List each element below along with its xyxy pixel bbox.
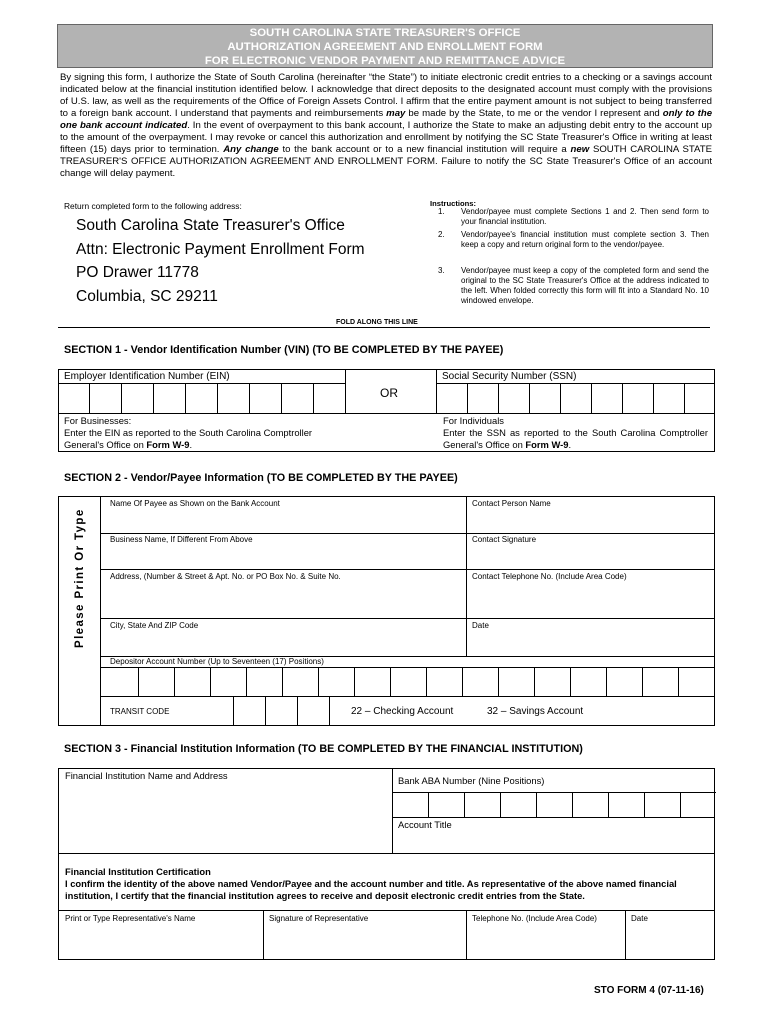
form-number: STO FORM 4 (07-11-16) bbox=[594, 985, 704, 996]
certification-title: Financial Institution Certification bbox=[65, 866, 211, 877]
header-line-1: SOUTH CAROLINA STATE TREASURER'S OFFICE bbox=[249, 27, 521, 39]
account-title-field[interactable] bbox=[393, 832, 714, 852]
cert-top-divider bbox=[58, 853, 715, 854]
instruction-num-2: 2. bbox=[438, 230, 445, 239]
business-text: Enter the EIN as reported to the South Carolina Comptroller General's Office on Form W-9. bbox=[64, 427, 313, 450]
instruction-text-1: Vendor/payee must complete Sections 1 and 2. Then send form to your financial institution. bbox=[461, 207, 709, 226]
row-divider-6 bbox=[100, 696, 715, 697]
return-address-line-4: Columbia, SC 29211 bbox=[76, 288, 218, 305]
business-name-field[interactable] bbox=[101, 546, 465, 568]
row-divider-1 bbox=[100, 533, 715, 534]
cert-bottom-divider bbox=[58, 910, 715, 911]
aba-label: Bank ABA Number (Nine Positions) bbox=[398, 775, 545, 786]
instruction-num-1: 1. bbox=[438, 207, 445, 216]
contact-person-label: Contact Person Name bbox=[472, 499, 551, 508]
city-state-zip-label: City, State And ZIP Code bbox=[110, 621, 199, 630]
savings-account-option[interactable]: 32 – Savings Account bbox=[487, 706, 584, 717]
contact-signature-field[interactable] bbox=[467, 546, 714, 568]
checking-account-option[interactable]: 22 – Checking Account bbox=[351, 706, 454, 717]
contact-phone-label: Contact Telephone No. (Include Area Code) bbox=[472, 572, 627, 581]
transit-code-label: TRANSIT CODE bbox=[110, 707, 170, 716]
date-label: Date bbox=[472, 621, 489, 630]
contact-phone-field[interactable] bbox=[467, 583, 714, 617]
rep-phone-label: Telephone No. (Include Area Code) bbox=[472, 914, 597, 923]
ssn-label: Social Security Number (SSN) bbox=[442, 371, 577, 382]
fold-label: FOLD ALONG THIS LINE bbox=[336, 319, 418, 326]
instruction-text-3: Vendor/payee must keep a copy of the completed form and send the original to the SC State Treasurer's Office at the address indicated to the left. When folded correctly this form will fit into a Standard No. 10 windowed envelope. bbox=[461, 266, 709, 305]
authorization-text bbox=[60, 72, 712, 180]
account-title-label: Account Title bbox=[398, 819, 452, 830]
fold-line bbox=[58, 327, 710, 328]
section-1-mid-divider bbox=[58, 413, 715, 414]
business-text-body: Enter the EIN as reported to the South Carolina Comptroller General's Office on bbox=[64, 427, 313, 450]
rep-signature-label: Signature of Representative bbox=[269, 914, 369, 923]
return-address-line-3: PO Drawer 11778 bbox=[76, 264, 199, 281]
individual-text: Enter the SSN as reported to the South Carolina Comptroller General's Office on Form W-9. bbox=[443, 427, 708, 450]
row-divider-3 bbox=[100, 618, 715, 619]
individual-text-body: Enter the SSN as reported to the South Carolina Comptroller General's Office on bbox=[443, 427, 708, 450]
section-2-title: SECTION 2 - Vendor/Payee Information (TO BE COMPLETED BY THE PAYEE) bbox=[64, 472, 458, 484]
row-divider-2 bbox=[100, 569, 715, 570]
or-divider-left bbox=[345, 369, 346, 414]
rep-name-label: Print or Type Representative's Name bbox=[65, 914, 196, 923]
intro-part-1: By signing this form, I authorize the State of South Carolina (hereinafter “the State”) to initiate electronic credit entries to a checking or a savings account indicated below at the financial institution identified below. I acknowledge that direct deposits to the designated account must comply with the provisions of U.S. law, as well as the requirements of the Office of Foreign Assets Control. I affirm that the entire payment amount is not subject to being transferred to a foreign bank account. I understand that payments and reimbursements bbox=[60, 72, 712, 119]
rep-name-field[interactable] bbox=[59, 925, 262, 959]
certification-text: I confirm the identity of the above named Vendor/Payee and the account number and title. As representative of the above named financial institution, I certify that the financial institution agrees to receive and deposit electronic credit entries from the State. bbox=[65, 878, 677, 901]
depositor-account-label: Depositor Account Number (Up to Seventeen (17) Positions) bbox=[110, 657, 324, 666]
business-instructions bbox=[64, 415, 344, 451]
please-print-label: Please Print Or Type bbox=[74, 508, 86, 648]
intro-may: may bbox=[386, 108, 406, 119]
business-title: For Businesses: bbox=[64, 415, 132, 426]
date-field[interactable] bbox=[467, 632, 714, 655]
payee-name-field[interactable] bbox=[101, 510, 465, 532]
aba-input[interactable] bbox=[392, 792, 716, 817]
aba-bottom-divider bbox=[392, 817, 715, 818]
city-state-zip-field[interactable] bbox=[101, 632, 465, 655]
return-address-line-1: South Carolina State Treasurer's Office bbox=[76, 217, 345, 234]
individual-form-ref: Form W-9 bbox=[525, 439, 569, 450]
ein-input[interactable] bbox=[58, 384, 345, 413]
business-form-ref: Form W-9 bbox=[146, 439, 190, 450]
return-address-line-2: Attn: Electronic Payment Enrollment Form bbox=[76, 241, 365, 258]
fi-name-field[interactable] bbox=[59, 784, 391, 852]
business-name-label: Business Name, If Different From Above bbox=[110, 535, 253, 544]
rep-date-label: Date bbox=[631, 914, 648, 923]
transit-code-input[interactable] bbox=[233, 696, 329, 726]
section-3-title: SECTION 3 - Financial Institution Information (TO BE COMPLETED BY THE FINANCIAL INSTITUTION) bbox=[64, 743, 583, 755]
or-label: OR bbox=[380, 386, 398, 400]
individual-instructions bbox=[443, 415, 708, 451]
rep-phone-field[interactable] bbox=[467, 925, 624, 959]
instruction-num-3: 3. bbox=[438, 266, 445, 275]
ssn-input[interactable] bbox=[436, 384, 715, 413]
payee-name-label: Name Of Payee as Shown on the Bank Account bbox=[110, 499, 280, 508]
rep-date-field[interactable] bbox=[626, 925, 714, 959]
intro-part-4: to the bank account or to a new financial institution will require a bbox=[282, 144, 567, 155]
individual-title: For Individuals bbox=[443, 415, 504, 426]
instructions-title: Instructions: bbox=[430, 199, 476, 208]
header-line-2: AUTHORIZATION AGREEMENT AND ENROLLMENT FORM bbox=[227, 41, 543, 53]
section-1-title: SECTION 1 - Vendor Identification Number (VIN) (TO BE COMPLETED BY THE PAYEE) bbox=[64, 344, 504, 356]
address-label: Address, (Number & Street & Apt. No. or PO Box No. & Suite No. bbox=[110, 572, 341, 581]
ein-label: Employer Identification Number (EIN) bbox=[64, 371, 230, 382]
intro-new: new bbox=[570, 144, 590, 155]
intro-part-3: . In the event of overpayment to this bank account, I authorize the State to make an adjusting debit entry to the account up to the amount of the overpayment. I may revoke or cancel this authorization and enrollment by notifying the SC State Treasurer's Office in writing at least fifteen (15) days prior to termination. bbox=[60, 120, 713, 155]
depositor-account-input[interactable] bbox=[100, 667, 715, 696]
header-line-3: FOR ELECTRONIC VENDOR PAYMENT AND REMITTANCE ADVICE bbox=[204, 55, 566, 67]
intro-part-5: SOUTH CAROLINA STATE TREASURER'S OFFICE AUTHORIZATION AGREEMENT AND ENROLLMENT FORM. Failure to notify the SC State Treasurer's Office of an account change will delay payment. bbox=[60, 144, 713, 179]
fi-name-label: Financial Institution Name and Address bbox=[65, 770, 228, 781]
intro-any-change: Any change bbox=[223, 144, 279, 155]
intro-part-2: be made by the State, to me or the vendor I represent and bbox=[408, 108, 660, 119]
intro-only: only to the one bank account indicated bbox=[60, 108, 713, 131]
contact-signature-label: Contact Signature bbox=[472, 535, 537, 544]
address-field[interactable] bbox=[101, 583, 465, 617]
form-header bbox=[57, 24, 713, 68]
rep-signature-field[interactable] bbox=[264, 925, 465, 959]
contact-person-field[interactable] bbox=[467, 510, 714, 532]
instruction-text-2: Vendor/payee's financial institution must complete section 3. Then keep a copy and return original form to the vendor/payee. bbox=[461, 230, 709, 249]
return-label: Return completed form to the following address: bbox=[64, 201, 242, 211]
